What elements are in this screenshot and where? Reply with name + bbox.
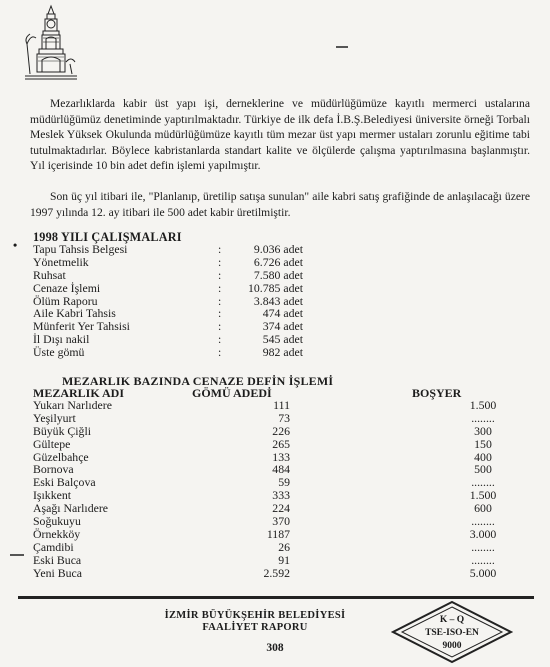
cemetery-name: Çamdibi: [33, 539, 74, 554]
table-row: [33, 528, 513, 541]
empty-plots: 500: [474, 462, 492, 477]
work-row: [33, 269, 303, 282]
colon: :: [218, 293, 222, 308]
cemetery-table: [33, 399, 513, 579]
bullet-mark: •: [13, 238, 18, 252]
work-value: 982 adet: [262, 345, 303, 360]
empty-plots: 150: [474, 436, 492, 451]
burial-count: 133: [272, 449, 290, 464]
work-label: Tapu Tahsis Belgesi: [33, 242, 128, 256]
empty-plots: 400: [474, 449, 492, 464]
work-value: 9.036 adet: [253, 242, 303, 256]
work-value: 545 adet: [262, 332, 303, 347]
table-row: [33, 567, 513, 580]
cemetery-name: Yeni Buca: [33, 565, 82, 580]
work-row: [33, 346, 303, 359]
cemetery-name: Eski Balçova: [33, 475, 96, 490]
table-row: [33, 399, 513, 412]
empty-plots: ........: [471, 475, 495, 490]
table-row: [33, 412, 513, 425]
table-row: [33, 463, 513, 476]
burial-count: 224: [272, 501, 290, 516]
colon: :: [218, 267, 222, 282]
cemetery-name: Örnekköy: [33, 526, 81, 541]
cemetery-name: Işıkkent: [33, 488, 72, 503]
header-empty-plots: BOŞYER: [412, 386, 462, 400]
colon: :: [218, 332, 222, 347]
scan-mark: [336, 46, 348, 48]
cemetery-name: Yukarı Narlıdere: [33, 398, 112, 412]
work-value: 374 adet: [262, 319, 303, 334]
header-cemetery-name: MEZARLIK ADI: [33, 386, 125, 400]
work-label: Münferit Yer Tahsisi: [33, 319, 130, 334]
work-label: Üste gömü: [33, 345, 85, 360]
cemetery-name: Güzelbahçe: [33, 449, 89, 464]
burial-count: 370: [272, 514, 290, 529]
burial-count: 2.592: [263, 565, 290, 580]
colon: :: [218, 254, 222, 269]
work-value: 474 adet: [262, 306, 303, 321]
work-label: Ölüm Raporu: [33, 293, 98, 308]
work-label: İl Dışı nakil: [33, 332, 90, 347]
table-row: [33, 438, 513, 451]
burial-count: 333: [272, 488, 290, 503]
table-row: [33, 541, 513, 554]
cemetery-name: Gültepe: [33, 436, 71, 451]
burial-count: 265: [272, 436, 290, 451]
work-row: [33, 256, 303, 269]
empty-plots: 5.000: [469, 565, 497, 580]
work-label: Yönetmelik: [33, 254, 89, 269]
badge-kq: K – Q: [439, 615, 465, 625]
second-paragraph: Son üç yıl itibari ile, "Planlanıp, üretilip satışa sunulan" aile kabri satış grafiğinde de anlaşılacağı üzere 1997 yılında 12. ay itibari ile 500 adet kabir üretilmiştir.: [30, 190, 530, 219]
colon: :: [218, 280, 222, 295]
burial-count: 1187: [266, 526, 290, 541]
colon: :: [218, 306, 222, 321]
work-value: 6.726 adet: [253, 254, 303, 269]
burial-count: 59: [278, 475, 290, 490]
intro-paragraph: Mezarlıklarda kabir üst yapı işi, derneklerine ve müdürlüğümüze kayıtlı mermerci ustalarına müdürlüğümüz denetiminde yaptırılmaktadır. Türkiye de ilk defa İ.B.Ş.Belediyesi üniversite örneği Torbalı Meslek Yüksek Okulunda müdürlüğümüze kayıtlı tüm mezar üst yapı mermer ustaları zorunlu eğitime tabi tutulmaktadırlar. Böylece kabristanlarda standart kalite ve ölçülerde çalışma yaptırılmasına başlanmıştır. Yıl içerisinde 10 bin adet defin işlemi yapılmıştır.: [30, 97, 530, 172]
burial-count: 226: [272, 423, 290, 438]
work-value: 7.580 adet: [253, 267, 303, 282]
empty-plots: ........: [471, 410, 495, 425]
clock-tower-logo: [22, 4, 80, 82]
colon: :: [218, 345, 222, 360]
work-value: 3.843 adet: [253, 293, 303, 308]
burial-count: 111: [273, 398, 290, 412]
footer-org: İZMİR BÜYÜKŞEHİR BELEDİYESİ: [164, 610, 346, 621]
work-row: [33, 243, 303, 256]
burial-count: 91: [278, 552, 290, 567]
cemetery-name: Eski Buca: [33, 552, 82, 567]
table-row: [33, 515, 513, 528]
burial-count: 73: [278, 410, 290, 425]
empty-plots: 600: [474, 501, 492, 516]
header-burial-count: GÖMÜ ADEDİ: [192, 386, 272, 400]
badge-number: 9000: [442, 641, 462, 651]
cemetery-name: Büyük Çiğli: [33, 423, 92, 438]
empty-plots: 1.500: [469, 488, 497, 503]
empty-plots: 300: [474, 423, 492, 438]
colon: :: [218, 319, 222, 334]
work-label: Cenaze İşlemi: [33, 280, 101, 295]
cemetery-name: Soğukuyu: [33, 514, 81, 529]
scan-mark: [10, 554, 24, 556]
empty-plots: ........: [471, 552, 495, 567]
badge-standard: TSE-ISO-EN: [425, 628, 479, 638]
cemetery-name: Aşağı Narlıdere: [33, 501, 109, 516]
empty-plots: ........: [471, 539, 495, 554]
burial-count: 484: [272, 462, 290, 477]
work-label: Ruhsat: [33, 267, 66, 282]
table-row: [33, 425, 513, 438]
work-row: [33, 282, 303, 295]
footer-rule: [18, 596, 534, 599]
footer-report: FAALİYET RAPORU: [202, 622, 308, 633]
page-number: 308: [266, 642, 284, 654]
burial-count: 26: [278, 539, 290, 554]
colon: :: [218, 242, 222, 256]
footer-title: [150, 610, 360, 634]
work-value: 10.785 adet: [247, 280, 303, 295]
cemetery-name: Yeşilyurt: [33, 410, 76, 425]
table-row: [33, 554, 513, 567]
work-label: Aile Kabri Tahsis: [33, 306, 116, 321]
cemetery-name: Bornova: [33, 462, 74, 477]
works-list: [33, 243, 303, 359]
empty-plots: 1.500: [469, 398, 497, 412]
empty-plots: 3.000: [469, 526, 497, 541]
empty-plots: ........: [471, 514, 495, 529]
section-title: 1998 YILI ÇALIŞMALARI: [33, 230, 182, 244]
table-title: MEZARLIK BAZINDA CENAZE DEFİN İŞLEMİ: [62, 374, 334, 388]
